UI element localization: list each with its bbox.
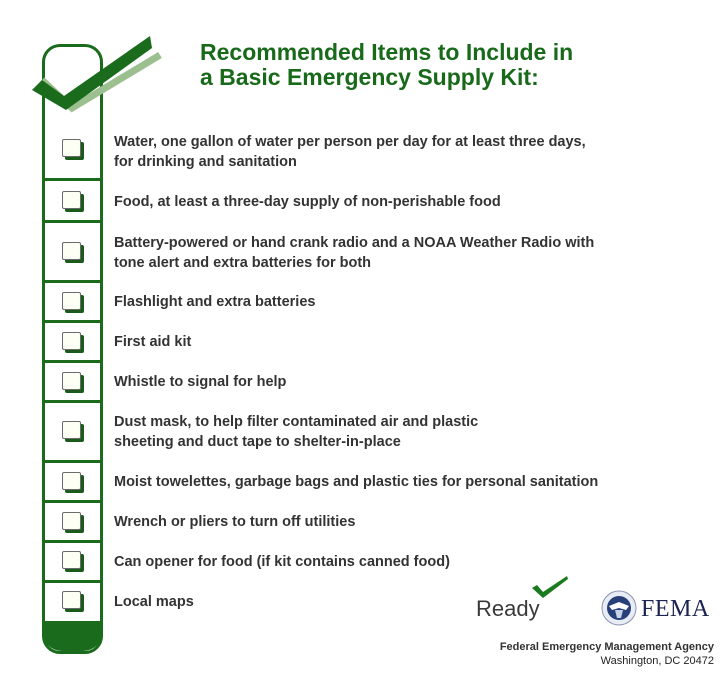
title-line-2: a Basic Emergency Supply Kit: [200, 64, 539, 90]
item-checkbox[interactable] [62, 512, 81, 530]
title-line-1: Recommended Items to Include in [200, 39, 574, 65]
checklist-item-radio: Battery-powered or hand crank radio and a NOAA Weather Radio with tone alert and extra batteries for both [114, 235, 595, 271]
item-checkbox[interactable] [62, 242, 81, 260]
row-divider [42, 360, 103, 363]
checklist-column-base [42, 621, 103, 651]
item-checkbox[interactable] [62, 191, 81, 209]
item-checkbox[interactable] [62, 472, 81, 490]
dhs-seal-icon [601, 590, 637, 626]
row-divider [42, 460, 103, 463]
ready-check-icon [530, 574, 570, 600]
page-title [200, 40, 573, 90]
row-divider [42, 178, 103, 181]
agency-name: Federal Emergency Management Agency [499, 641, 714, 653]
item-checkbox[interactable] [62, 332, 81, 350]
checklist-item-towelettes: Moist towelettes, garbage bags and plastic ties for personal sanitation [114, 474, 599, 490]
checklist-item-water: Water, one gallon of water per person per day for at least three days, for drinking and sanitation [114, 134, 586, 170]
checklist-item-maps: Local maps [114, 594, 194, 610]
checklist-item-first-aid: First aid kit [114, 334, 192, 350]
item-checkbox[interactable] [62, 139, 81, 157]
item-checkbox[interactable] [62, 372, 81, 390]
item-checkbox[interactable] [62, 591, 81, 609]
item-checkbox[interactable] [62, 421, 81, 439]
row-divider [42, 220, 103, 223]
checklist-item-dust-mask: Dust mask, to help filter contaminated air and plastic sheeting and duct tape to shelter-in-place [114, 414, 479, 450]
checklist-item-food: Food, at least a three-day supply of non-perishable food [114, 194, 501, 210]
checklist-item-whistle: Whistle to signal for help [114, 374, 287, 390]
agency-address: Washington, DC 20472 [600, 655, 714, 667]
fema-logo: FEMA [641, 596, 710, 622]
row-divider [42, 540, 103, 543]
row-divider [42, 580, 103, 583]
row-divider [42, 500, 103, 503]
checklist-item-wrench: Wrench or pliers to turn off utilities [114, 514, 356, 530]
ready-logo: Ready [476, 596, 540, 621]
row-divider [42, 320, 103, 323]
row-divider [42, 400, 103, 403]
item-checkbox[interactable] [62, 292, 81, 310]
checklist-item-flashlight: Flashlight and extra batteries [114, 294, 316, 310]
checklist-item-can-opener: Can opener for food (if kit contains canned food) [114, 554, 450, 570]
row-divider [42, 280, 103, 283]
item-checkbox[interactable] [62, 551, 81, 569]
